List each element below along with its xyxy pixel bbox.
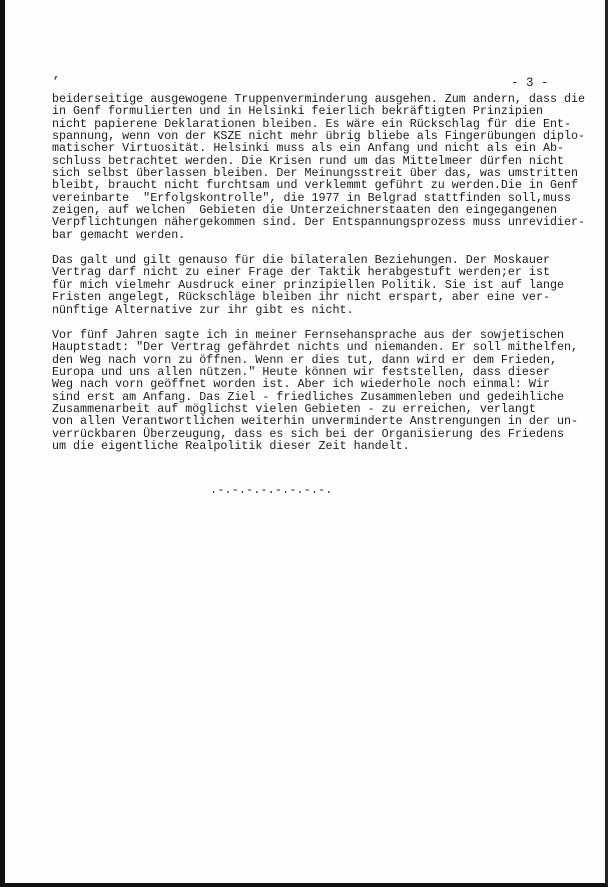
text-line: für mich vielmehr Ausdruck einer prinzipiellen Politik. Sie ist auf lange <box>52 277 564 292</box>
text-line: Europa und uns allen nützen." Heute können wir feststellen, dass dieser <box>52 364 550 379</box>
text-line: Fristen angelegt, Rückschläge bleiben ihr nicht erspart, aber eine ver- <box>52 290 550 305</box>
text-line: nünftige Alternative zur ihr gibt es nicht. <box>52 302 354 317</box>
text-line: Vor fünf Jahren sagte ich in meiner Fernsehansprache aus der sowjetischen <box>52 327 564 342</box>
text-line: beiderseitige ausgewogene Truppenverminderung ausgehen. Zum andern, dass die <box>52 92 586 106</box>
text-line: nicht papierene Deklarationen bleiben. Es wäre ein Rückschlag für die Ent- <box>52 116 572 131</box>
text-line: verrückbaren Überzeugung, dass es sich bei der Organisierung des Friedens <box>52 426 564 441</box>
paragraph-1 <box>52 92 586 242</box>
text-line: vereinbarte "Erfolgskontrolle", die 1977 in Belgrad stattfinden soll,muss <box>52 190 572 205</box>
text-line: zeigen, auf welchen Gebieten die Unterzeichnerstaaten den eingegangenen <box>52 203 557 218</box>
text-line: Vertrag darf nicht zu einer Frage der Taktik herabgestuft werden;er ist <box>52 265 550 280</box>
text-line: Verpflichtungen nähergekommen sind. Der Entspannungsprozess muss unrevidier- <box>52 215 586 230</box>
text-line: bar gemacht werden. <box>52 227 186 242</box>
document-body <box>52 92 586 465</box>
text-line: Zusammenarbeit auf möglichst vielen Gebieten - zu erreichen, verlangt <box>52 401 536 416</box>
text-line: spannung, wenn von der KSZE nicht mehr übrig bliebe als Fingerübungen diplo- <box>52 129 586 144</box>
section-separator: .-.-.-.-.-.-.-.-. <box>210 483 333 497</box>
text-line: von allen Verantwortlichen weiterhin unverminderte Anstrengungen in der un- <box>52 414 579 429</box>
text-line: Hauptstadt: "Der Vertrag gefährdet nichts und niemanden. Er soll mithelfen, <box>52 340 579 355</box>
page-number: - 3 - <box>511 76 549 90</box>
text-line: in Genf formulierten und in Helsinki feierlich bekräftigten Prinzipien <box>52 104 543 119</box>
corner-mark: , <box>53 68 61 82</box>
text-line: um die eigentliche Realpolitik dieser Zeit handelt. <box>52 438 410 453</box>
paragraph-2 <box>52 254 580 316</box>
text-line: sind erst am Anfang. Das Ziel - friedliches Zusammenleben und gedeihliche <box>52 389 564 404</box>
text-line: sich selbst überlassen bleiben. Der Meinungsstreit über das, was umstritten <box>52 166 579 181</box>
text-line: bleibt, braucht nicht furchtsam und verklemmt geführt zu werden.Die in Genf <box>52 178 579 193</box>
text-line: matischer Virtuosität. Helsinki muss als ein Anfang und nicht als ein Ab- <box>52 141 564 156</box>
paragraph-3 <box>52 329 580 452</box>
text-line: schluss betrachtet werden. Die Krisen rund um das Mittelmeer dürfen nicht <box>52 153 564 168</box>
text-line: Das galt und gilt genauso für die bilateralen Beziehungen. Der Moskauer <box>52 253 550 268</box>
text-line: den Weg nach vorn zu öffnen. Wenn er dies tut, dann wird er dem Frieden, <box>52 352 557 367</box>
text-line: Weg nach vorn geöffnet worden ist. Aber ich wiederhole noch einmal: Wir <box>52 377 550 392</box>
